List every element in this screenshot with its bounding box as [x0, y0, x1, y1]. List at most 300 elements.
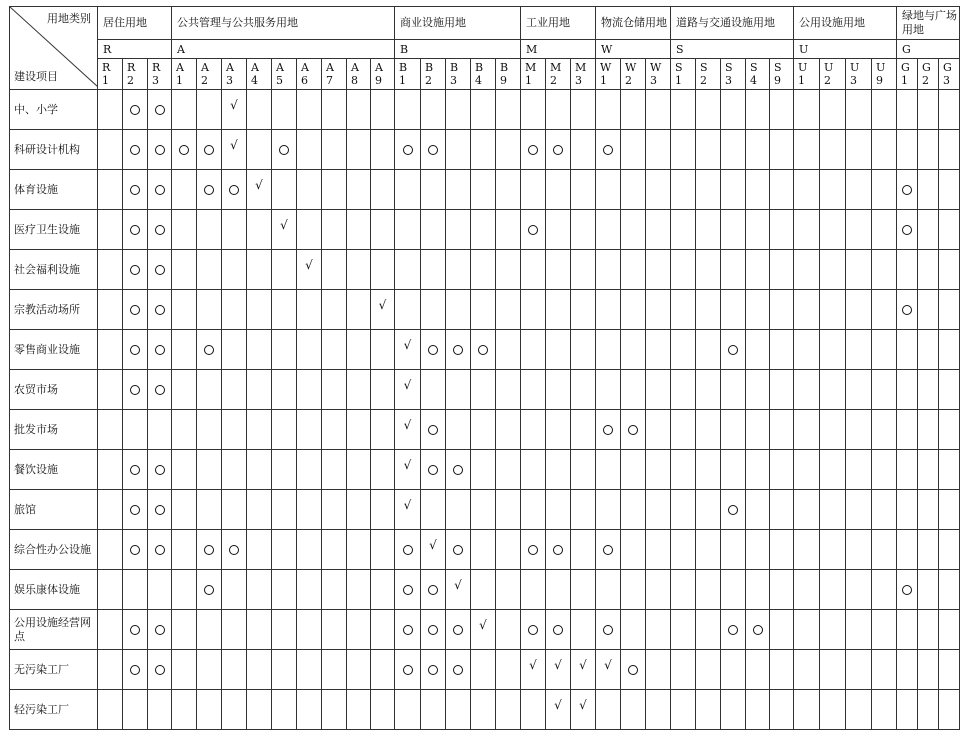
empty-cell — [872, 290, 897, 330]
subcategory-code-letter: A — [226, 61, 234, 74]
empty-cell — [897, 530, 918, 570]
empty-cell — [571, 530, 596, 570]
land-group-name: 商业设施用地 — [395, 7, 521, 40]
empty-cell — [770, 90, 794, 130]
circle-icon — [603, 545, 613, 555]
empty-cell — [521, 570, 546, 610]
construction-item-label: 零售商业设施 — [10, 330, 98, 370]
empty-cell — [571, 490, 596, 530]
conditional-allowed-mark — [446, 530, 471, 570]
subcategory-code-number: 1 — [798, 74, 805, 87]
empty-cell — [646, 610, 671, 650]
empty-cell — [746, 450, 770, 490]
table-row — [10, 90, 960, 130]
empty-cell — [872, 210, 897, 250]
empty-cell — [148, 690, 172, 730]
empty-cell — [820, 290, 846, 330]
subcategory-code — [897, 59, 918, 90]
empty-cell — [646, 410, 671, 450]
empty-cell — [770, 250, 794, 290]
circle-icon — [628, 665, 638, 675]
empty-cell — [621, 690, 646, 730]
empty-cell — [98, 90, 123, 130]
subcategory-code — [770, 59, 794, 90]
allowed-check-mark: √ — [395, 410, 421, 450]
conditional-allowed-mark — [148, 650, 172, 690]
conditional-allowed-mark — [123, 290, 148, 330]
subcategory-code — [272, 59, 297, 90]
conditional-allowed-mark — [148, 90, 172, 130]
subcategory-code-letter: M — [525, 61, 537, 74]
empty-cell — [347, 690, 371, 730]
subcategory-code-letter: U — [798, 61, 808, 74]
empty-cell — [496, 410, 521, 450]
empty-cell — [897, 330, 918, 370]
empty-cell — [446, 370, 471, 410]
empty-cell — [222, 370, 247, 410]
empty-cell — [918, 170, 939, 210]
empty-cell — [846, 530, 872, 570]
allowed-check-mark: √ — [471, 610, 496, 650]
empty-cell — [421, 210, 446, 250]
land-group-name: 绿地与广场用地 — [897, 7, 960, 40]
empty-cell — [746, 130, 770, 170]
subcategory-code-number: 1 — [102, 74, 109, 87]
empty-cell — [98, 210, 123, 250]
empty-cell — [671, 130, 696, 170]
subcategory-code — [371, 59, 395, 90]
empty-cell — [371, 650, 395, 690]
table-row — [10, 530, 960, 570]
empty-cell — [197, 370, 222, 410]
circle-icon — [155, 305, 165, 315]
conditional-allowed-mark — [897, 570, 918, 610]
circle-icon — [728, 625, 738, 635]
conditional-allowed-mark — [446, 610, 471, 650]
subcategory-code-letter: G — [943, 61, 952, 74]
empty-cell — [770, 170, 794, 210]
empty-cell — [172, 610, 197, 650]
empty-cell — [596, 370, 621, 410]
empty-cell — [939, 290, 960, 330]
empty-cell — [939, 170, 960, 210]
circle-icon — [229, 545, 239, 555]
subcategory-code — [646, 59, 671, 90]
subcategory-code-letter: A — [251, 61, 259, 74]
table-row — [10, 690, 960, 730]
empty-cell — [297, 450, 322, 490]
empty-cell — [471, 410, 496, 450]
empty-cell — [794, 610, 820, 650]
empty-cell — [123, 410, 148, 450]
circle-icon — [155, 185, 165, 195]
empty-cell — [446, 690, 471, 730]
empty-cell — [222, 410, 247, 450]
empty-cell — [596, 690, 621, 730]
empty-cell — [646, 130, 671, 170]
circle-icon — [453, 545, 463, 555]
empty-cell — [521, 450, 546, 490]
circle-icon — [204, 585, 214, 595]
circle-icon — [902, 585, 912, 595]
conditional-allowed-mark — [521, 130, 546, 170]
conditional-allowed-mark — [123, 490, 148, 530]
empty-cell — [272, 290, 297, 330]
subcategory-code-letter: S — [750, 61, 758, 74]
empty-cell — [123, 570, 148, 610]
empty-cell — [794, 410, 820, 450]
empty-cell — [746, 290, 770, 330]
empty-cell — [696, 90, 721, 130]
circle-icon — [130, 345, 140, 355]
subcategory-code — [148, 59, 172, 90]
construction-item-label: 无污染工厂 — [10, 650, 98, 690]
empty-cell — [322, 290, 347, 330]
conditional-allowed-mark — [123, 610, 148, 650]
circle-icon — [453, 625, 463, 635]
empty-cell — [471, 170, 496, 210]
empty-cell — [546, 250, 571, 290]
empty-cell — [794, 490, 820, 530]
empty-cell — [897, 450, 918, 490]
allowed-check-mark: √ — [546, 690, 571, 730]
conditional-allowed-mark — [272, 130, 297, 170]
empty-cell — [820, 610, 846, 650]
empty-cell — [297, 490, 322, 530]
conditional-allowed-mark — [521, 530, 546, 570]
empty-cell — [421, 290, 446, 330]
circle-icon — [130, 545, 140, 555]
circle-icon — [403, 625, 413, 635]
empty-cell — [297, 90, 322, 130]
subcategory-code — [446, 59, 471, 90]
empty-cell — [770, 290, 794, 330]
conditional-allowed-mark — [395, 570, 421, 610]
empty-cell — [696, 370, 721, 410]
empty-cell — [247, 410, 272, 450]
empty-cell — [395, 90, 421, 130]
subcategory-code-number: 2 — [625, 74, 632, 87]
empty-cell — [794, 690, 820, 730]
table-row — [10, 330, 960, 370]
empty-cell — [696, 130, 721, 170]
empty-cell — [621, 170, 646, 210]
empty-cell — [272, 330, 297, 370]
empty-cell — [347, 330, 371, 370]
conditional-allowed-mark — [172, 130, 197, 170]
land-group-name: 物流仓储用地 — [596, 7, 671, 40]
empty-cell — [471, 250, 496, 290]
empty-cell — [222, 610, 247, 650]
empty-cell — [347, 650, 371, 690]
subcategory-code-number: 3 — [152, 74, 159, 87]
empty-cell — [794, 130, 820, 170]
subcategory-code — [247, 59, 272, 90]
empty-cell — [197, 410, 222, 450]
empty-cell — [98, 610, 123, 650]
allowed-check-mark: √ — [571, 650, 596, 690]
conditional-allowed-mark — [897, 210, 918, 250]
empty-cell — [297, 690, 322, 730]
subcategory-code-number: 4 — [251, 74, 258, 87]
empty-cell — [820, 570, 846, 610]
empty-cell — [172, 210, 197, 250]
empty-cell — [371, 450, 395, 490]
conditional-allowed-mark — [148, 330, 172, 370]
conditional-allowed-mark — [197, 530, 222, 570]
empty-cell — [371, 570, 395, 610]
empty-cell — [918, 90, 939, 130]
empty-cell — [918, 370, 939, 410]
empty-cell — [897, 250, 918, 290]
conditional-allowed-mark — [148, 210, 172, 250]
table-row — [10, 210, 960, 250]
empty-cell — [721, 410, 746, 450]
empty-cell — [297, 610, 322, 650]
empty-cell — [272, 170, 297, 210]
empty-cell — [621, 450, 646, 490]
empty-cell — [446, 490, 471, 530]
empty-cell — [770, 530, 794, 570]
construction-item-label: 宗教活动场所 — [10, 290, 98, 330]
empty-cell — [671, 410, 696, 450]
circle-icon — [428, 585, 438, 595]
empty-cell — [98, 490, 123, 530]
empty-cell — [621, 250, 646, 290]
empty-cell — [872, 570, 897, 610]
empty-cell — [197, 690, 222, 730]
subcategory-code — [596, 59, 621, 90]
empty-cell — [897, 90, 918, 130]
subcategory-code — [546, 59, 571, 90]
table-row — [10, 410, 960, 450]
conditional-allowed-mark — [421, 450, 446, 490]
conditional-allowed-mark — [123, 130, 148, 170]
empty-cell — [247, 530, 272, 570]
empty-cell — [322, 530, 347, 570]
empty-cell — [496, 250, 521, 290]
empty-cell — [820, 130, 846, 170]
empty-cell — [746, 370, 770, 410]
empty-cell — [571, 450, 596, 490]
subcategory-code — [322, 59, 347, 90]
empty-cell — [696, 650, 721, 690]
empty-cell — [770, 330, 794, 370]
conditional-allowed-mark — [148, 250, 172, 290]
empty-cell — [671, 330, 696, 370]
empty-cell — [696, 170, 721, 210]
subcategory-code — [521, 59, 546, 90]
empty-cell — [846, 250, 872, 290]
empty-cell — [148, 410, 172, 450]
subcategory-code-letter: B — [399, 61, 408, 74]
empty-cell — [746, 90, 770, 130]
land-group-letter: R — [98, 40, 172, 59]
empty-cell — [322, 210, 347, 250]
empty-cell — [897, 370, 918, 410]
empty-cell — [939, 530, 960, 570]
empty-cell — [820, 530, 846, 570]
conditional-allowed-mark — [395, 130, 421, 170]
empty-cell — [671, 570, 696, 610]
empty-cell — [820, 410, 846, 450]
empty-cell — [421, 690, 446, 730]
subcategory-code-number: 3 — [943, 74, 950, 87]
empty-cell — [297, 530, 322, 570]
empty-cell — [794, 570, 820, 610]
empty-cell — [939, 210, 960, 250]
circle-icon — [155, 345, 165, 355]
empty-cell — [98, 410, 123, 450]
subcategory-code-number: 9 — [876, 74, 883, 87]
empty-cell — [596, 90, 621, 130]
empty-cell — [571, 210, 596, 250]
empty-cell — [696, 330, 721, 370]
land-group-letter: W — [596, 40, 671, 59]
circle-icon — [130, 465, 140, 475]
circle-icon — [130, 305, 140, 315]
conditional-allowed-mark — [446, 450, 471, 490]
empty-cell — [770, 130, 794, 170]
empty-cell — [939, 330, 960, 370]
subcategory-code-number: 1 — [399, 74, 406, 87]
empty-cell — [846, 450, 872, 490]
empty-cell — [671, 610, 696, 650]
empty-cell — [371, 130, 395, 170]
conditional-allowed-mark — [148, 450, 172, 490]
construction-item-label: 中、小学 — [10, 90, 98, 130]
empty-cell — [546, 370, 571, 410]
circle-icon — [528, 545, 538, 555]
land-use-compatibility-table — [9, 6, 960, 730]
conditional-allowed-mark — [621, 410, 646, 450]
empty-cell — [496, 130, 521, 170]
conditional-allowed-mark — [148, 490, 172, 530]
empty-cell — [721, 130, 746, 170]
empty-cell — [794, 210, 820, 250]
conditional-allowed-mark — [897, 170, 918, 210]
land-group-letter: U — [794, 40, 897, 59]
conditional-allowed-mark — [721, 610, 746, 650]
empty-cell — [446, 250, 471, 290]
empty-cell — [671, 370, 696, 410]
empty-cell — [646, 690, 671, 730]
empty-cell — [247, 250, 272, 290]
empty-cell — [820, 90, 846, 130]
empty-cell — [471, 690, 496, 730]
empty-cell — [746, 330, 770, 370]
allowed-check-mark: √ — [272, 210, 297, 250]
empty-cell — [646, 290, 671, 330]
empty-cell — [671, 250, 696, 290]
empty-cell — [322, 690, 347, 730]
empty-cell — [172, 530, 197, 570]
circle-icon — [155, 545, 165, 555]
subcategory-code — [496, 59, 521, 90]
construction-item-label: 公用设施经营网点 — [10, 610, 98, 650]
empty-cell — [820, 490, 846, 530]
empty-cell — [222, 690, 247, 730]
subcategory-code-letter: A — [201, 61, 209, 74]
allowed-check-mark: √ — [395, 490, 421, 530]
empty-cell — [721, 650, 746, 690]
subcategory-code-letter: A — [326, 61, 334, 74]
empty-cell — [471, 130, 496, 170]
empty-cell — [272, 530, 297, 570]
empty-cell — [197, 290, 222, 330]
empty-cell — [820, 450, 846, 490]
empty-cell — [918, 330, 939, 370]
empty-cell — [172, 490, 197, 530]
empty-cell — [247, 90, 272, 130]
empty-cell — [322, 610, 347, 650]
empty-cell — [521, 290, 546, 330]
empty-cell — [746, 570, 770, 610]
allowed-check-mark: √ — [395, 450, 421, 490]
empty-cell — [297, 130, 322, 170]
empty-cell — [272, 250, 297, 290]
empty-cell — [272, 370, 297, 410]
empty-cell — [746, 170, 770, 210]
empty-cell — [671, 690, 696, 730]
conditional-allowed-mark — [596, 410, 621, 450]
circle-icon — [553, 545, 563, 555]
empty-cell — [347, 570, 371, 610]
subcategory-code-number: 2 — [700, 74, 707, 87]
empty-cell — [172, 330, 197, 370]
conditional-allowed-mark — [446, 650, 471, 690]
empty-cell — [395, 250, 421, 290]
subcategory-code-number: 9 — [774, 74, 781, 87]
empty-cell — [872, 90, 897, 130]
empty-cell — [846, 210, 872, 250]
empty-cell — [172, 170, 197, 210]
subcategory-code — [471, 59, 496, 90]
conditional-allowed-mark — [421, 650, 446, 690]
empty-cell — [98, 130, 123, 170]
subcategory-code-number: 3 — [450, 74, 457, 87]
empty-cell — [918, 250, 939, 290]
empty-cell — [872, 690, 897, 730]
table-row — [10, 130, 960, 170]
subcategory-code-number: 2 — [922, 74, 929, 87]
conditional-allowed-mark — [148, 370, 172, 410]
empty-cell — [596, 570, 621, 610]
empty-cell — [571, 90, 596, 130]
subcategory-code-letter: R — [102, 61, 111, 74]
corner-label-land-category: 用地类别 — [47, 12, 91, 25]
subcategory-code-number: 1 — [901, 74, 908, 87]
empty-cell — [646, 570, 671, 610]
table-row — [10, 450, 960, 490]
empty-cell — [646, 490, 671, 530]
empty-cell — [939, 90, 960, 130]
empty-cell — [471, 570, 496, 610]
empty-cell — [371, 330, 395, 370]
empty-cell — [872, 610, 897, 650]
empty-cell — [347, 610, 371, 650]
empty-cell — [794, 370, 820, 410]
circle-icon — [528, 145, 538, 155]
empty-cell — [395, 290, 421, 330]
empty-cell — [172, 410, 197, 450]
empty-cell — [939, 570, 960, 610]
empty-cell — [721, 170, 746, 210]
land-group-name: 公共管理与公共服务用地 — [172, 7, 395, 40]
empty-cell — [897, 690, 918, 730]
subcategory-code-number: 1 — [525, 74, 532, 87]
allowed-check-mark: √ — [222, 90, 247, 130]
